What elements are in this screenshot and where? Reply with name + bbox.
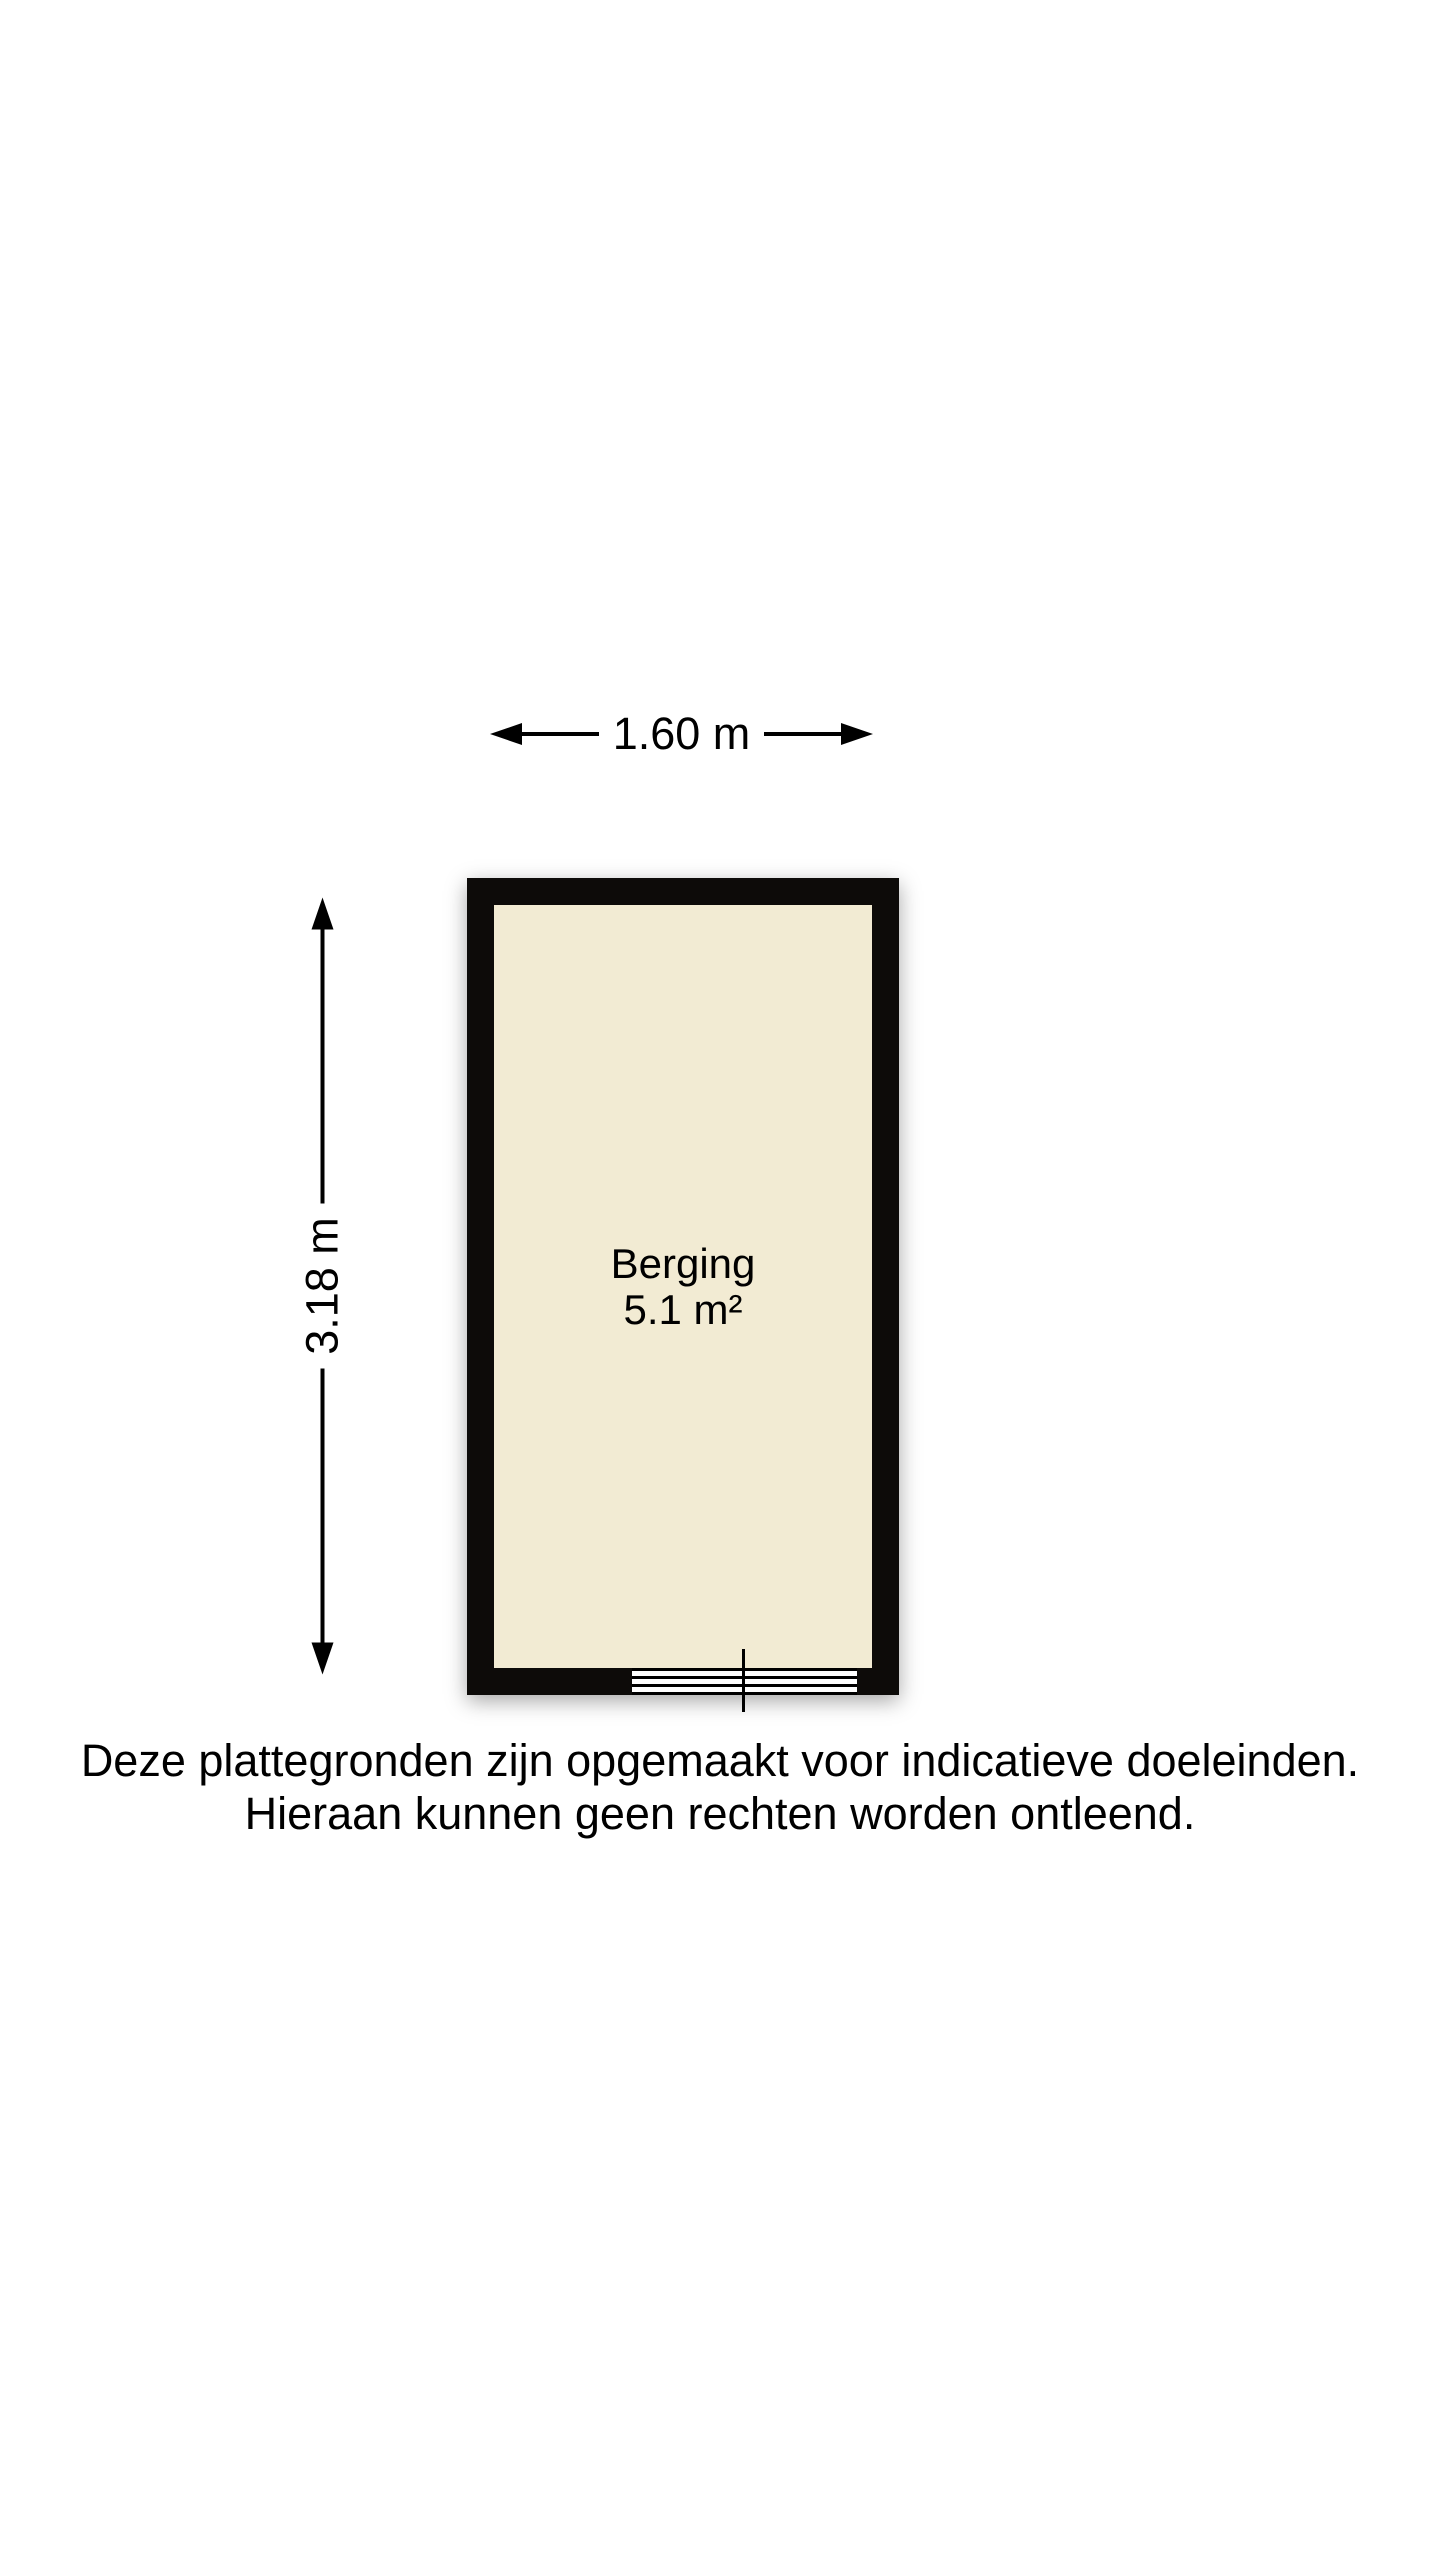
- disclaimer-line-1: Deze plattegronden zijn opgemaakt voor indicatieve doeleinden.: [80, 1735, 1360, 1786]
- disclaimer-text: [0, 1734, 1440, 1840]
- arrowhead-down-icon: [312, 1643, 334, 1675]
- width-dimension: [490, 708, 873, 759]
- arrowhead-left-icon: [490, 723, 522, 745]
- room-label: [611, 1241, 756, 1333]
- dimension-line: [321, 929, 325, 1203]
- room-floor: [494, 905, 872, 1668]
- dimension-line: [522, 732, 599, 736]
- room-berging: [467, 878, 899, 1695]
- arrowhead-up-icon: [312, 897, 334, 929]
- dimension-line: [321, 1369, 325, 1643]
- window-center-line: [742, 1649, 745, 1712]
- height-dimension-label: 3.18 m: [296, 1217, 348, 1355]
- width-dimension-label: 1.60 m: [612, 708, 751, 759]
- room-area-label: 5.1 m²: [623, 1285, 743, 1333]
- room-name-label: Berging: [610, 1239, 756, 1287]
- arrowhead-right-icon: [841, 723, 873, 745]
- height-dimension: [296, 898, 348, 1675]
- dimension-line: [764, 732, 841, 736]
- disclaimer-line-2: Hieraan kunnen geen rechten worden ontleend.: [244, 1788, 1196, 1839]
